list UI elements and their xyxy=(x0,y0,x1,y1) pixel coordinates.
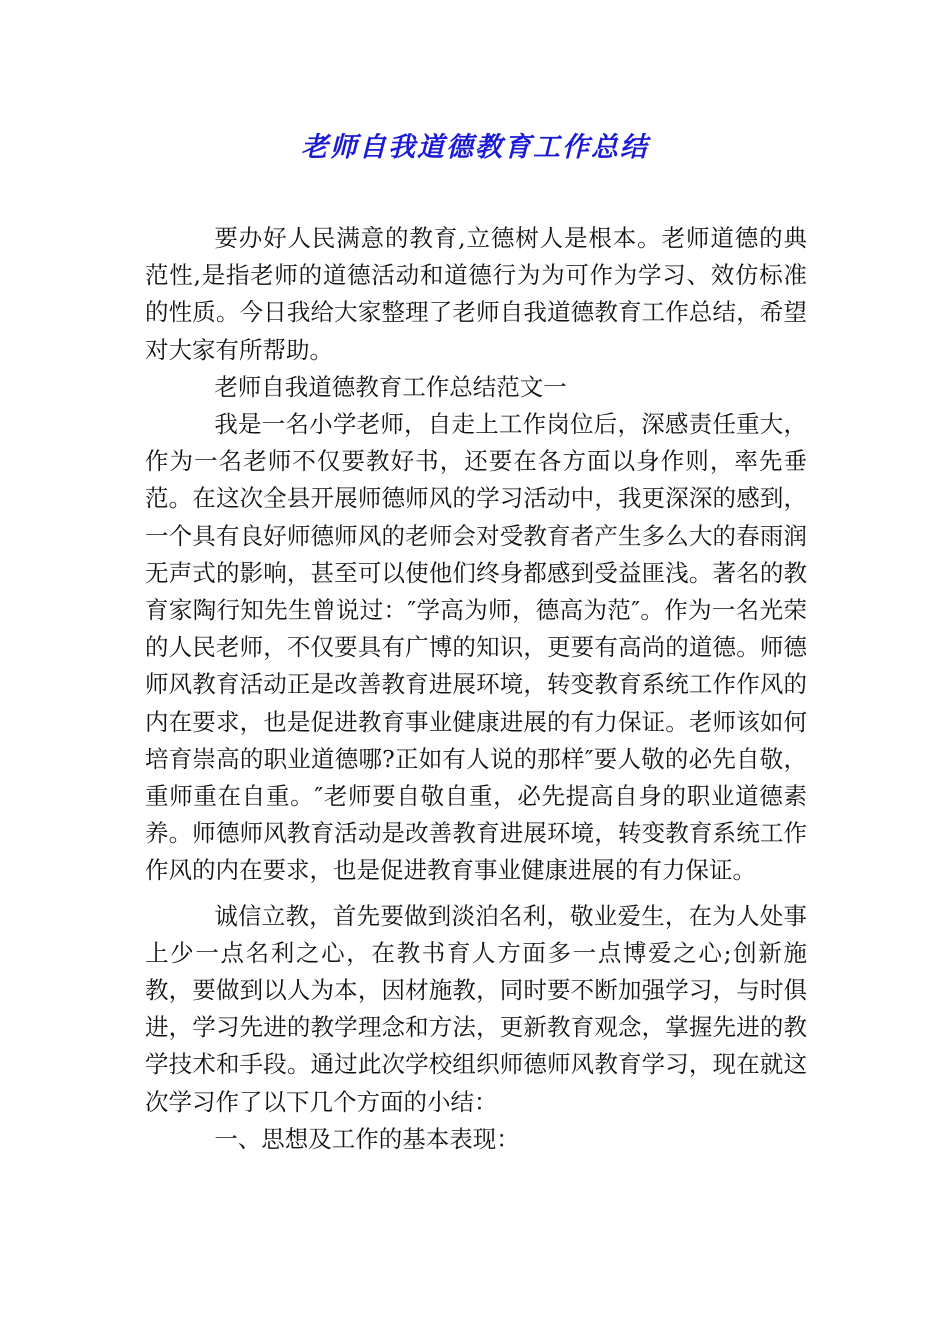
document-title: 老师自我道德教育工作总结 xyxy=(301,132,649,163)
document-body xyxy=(145,220,807,1158)
paragraph-main: 我是一名小学老师，自走上工作岗位后，深感责任重大，作为一名老师不仅要教好书，还要在各方面以身作则，率先垂范。在这次全县开展师德师风的学习活动中，我更深深的感到，一个具有良好师德师风的老师会对受教育者产生多么大的春雨润无声式的影响，甚至可以使他们终身都感到受益匪浅。著名的教育家陶行知先生曾说过：″学高为师，德高为范″。作为一名光荣的人民老师，不仅要具有广博的知识，更要有高尚的道德。师德师风教育活动正是改善教育进展环境，转变教育系统工作作风的内在要求，也是促进教育事业健康进展的有力保证。老师该如何培育崇高的职业道德哪?正如有人说的那样″要人敬的必先自敬，重师重在自重。″老师要自敬自重，必先提高自身的职业道德素养。师德师风教育活动是改善教育进展环境，转变教育系统工作作风的内在要求，也是促进教育事业健康进展的有力保证。 xyxy=(145,410,807,885)
paragraph-honesty: 诚信立教，首先要做到淡泊名利，敬业爱生，在为人处事上少一点名利之心，在教书育人方面多一点博爱之心;创新施教，要做到以人为本，因材施教，同时要不断加强学习，与时俱进，学习先进的教学理念和方法，更新教育观念，掌握先进的教学技术和手段。通过此次学校组织师德师风教育学习，现在就这次学习作了以下几个方面的小结： xyxy=(145,901,807,1116)
paragraph-section-heading: 一、思想及工作的基本表现： xyxy=(214,1124,520,1153)
paragraph-subheading: 老师自我道德教育工作总结范文一 xyxy=(214,372,567,401)
paragraph-intro: 要办好人民满意的教育,立德树人是根本。老师道德的典范性,是指老师的道德活动和道德行为为可作为学习、效仿标准的性质。今日我给大家整理了老师自我道德教育工作总结，希望对大家有所帮助。 xyxy=(145,224,807,364)
